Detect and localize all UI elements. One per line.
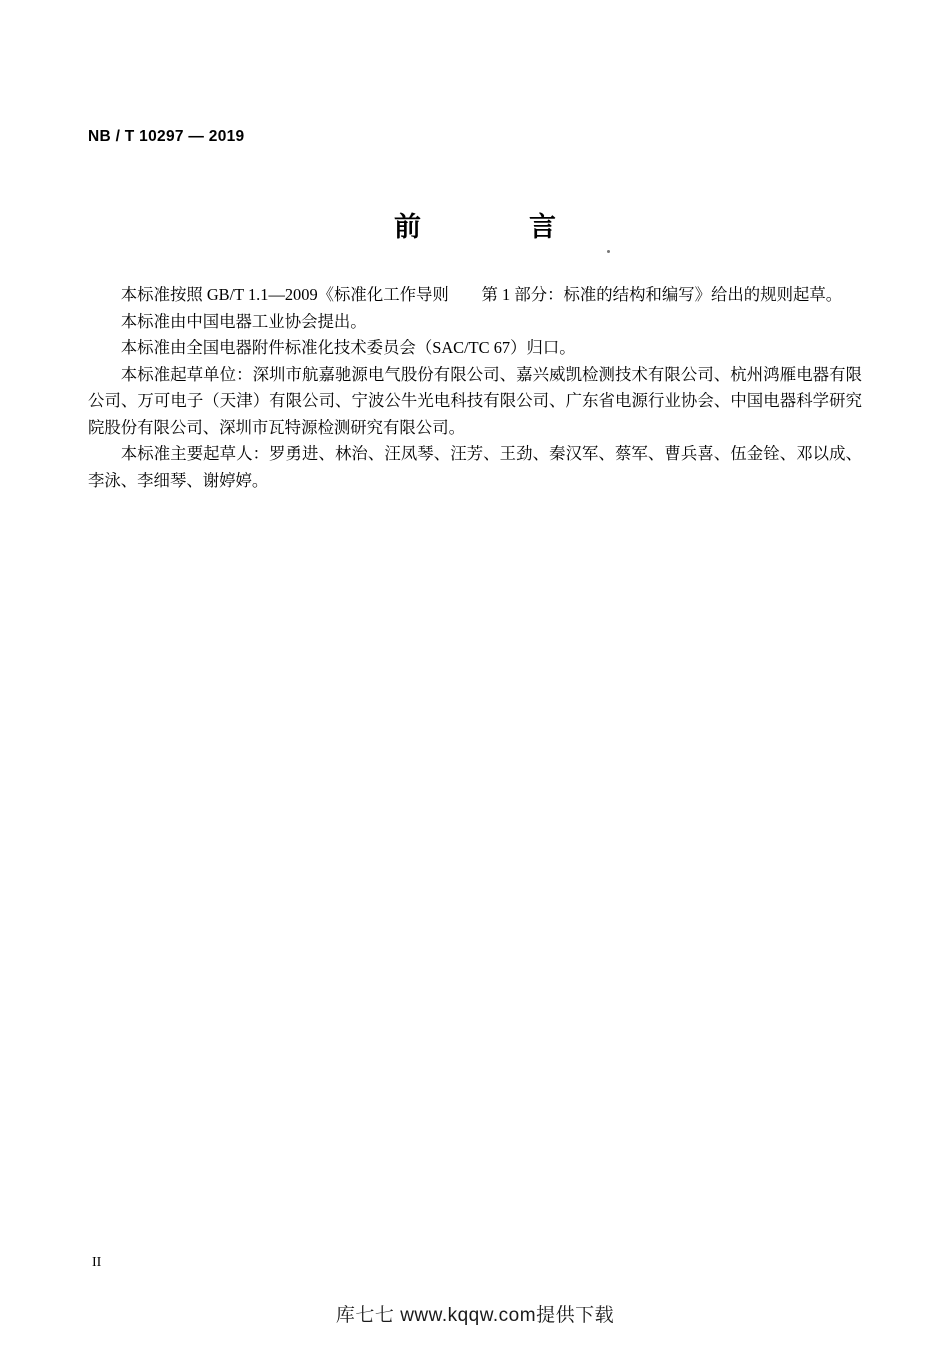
foreword-body bbox=[88, 282, 862, 494]
paragraph: 本标准由中国电器工业协会提出。 bbox=[120, 311, 367, 331]
paragraph: 本标准按照 GB/T 1.1—2009《标准化工作导则 第 1 部分：标准的结构和编写》给出的规则起草。 bbox=[120, 285, 843, 304]
standard-code-header: NB / T 10297 — 2019 bbox=[88, 128, 245, 145]
footer-watermark: 库七七 www.kqqw.com提供下载 bbox=[335, 1305, 615, 1326]
page-title: 前 言 bbox=[394, 212, 574, 242]
page-number: II bbox=[92, 1255, 102, 1270]
stray-dot-mark bbox=[607, 250, 610, 253]
paragraph: 本标准由全国电器附件标准化技术委员会（SAC/TC 67）归口。 bbox=[120, 338, 576, 357]
paragraph: 本标准主要起草人：罗勇进、林治、汪凤琴、汪芳、王劲、秦汉军、蔡军、曹兵喜、伍金铨、邓以成、李泳、李细琴、谢婷婷。 bbox=[88, 444, 862, 490]
paragraph: 本标准起草单位：深圳市航嘉驰源电气股份有限公司、嘉兴威凯检测技术有限公司、杭州鸿雁电器有限公司、万可电子（天津）有限公司、宁波公牛光电科技有限公司、广东省电源行业协会、中国电器科学研究院股份有限公司、深圳市瓦特源检测研究有限公司。 bbox=[88, 364, 862, 437]
